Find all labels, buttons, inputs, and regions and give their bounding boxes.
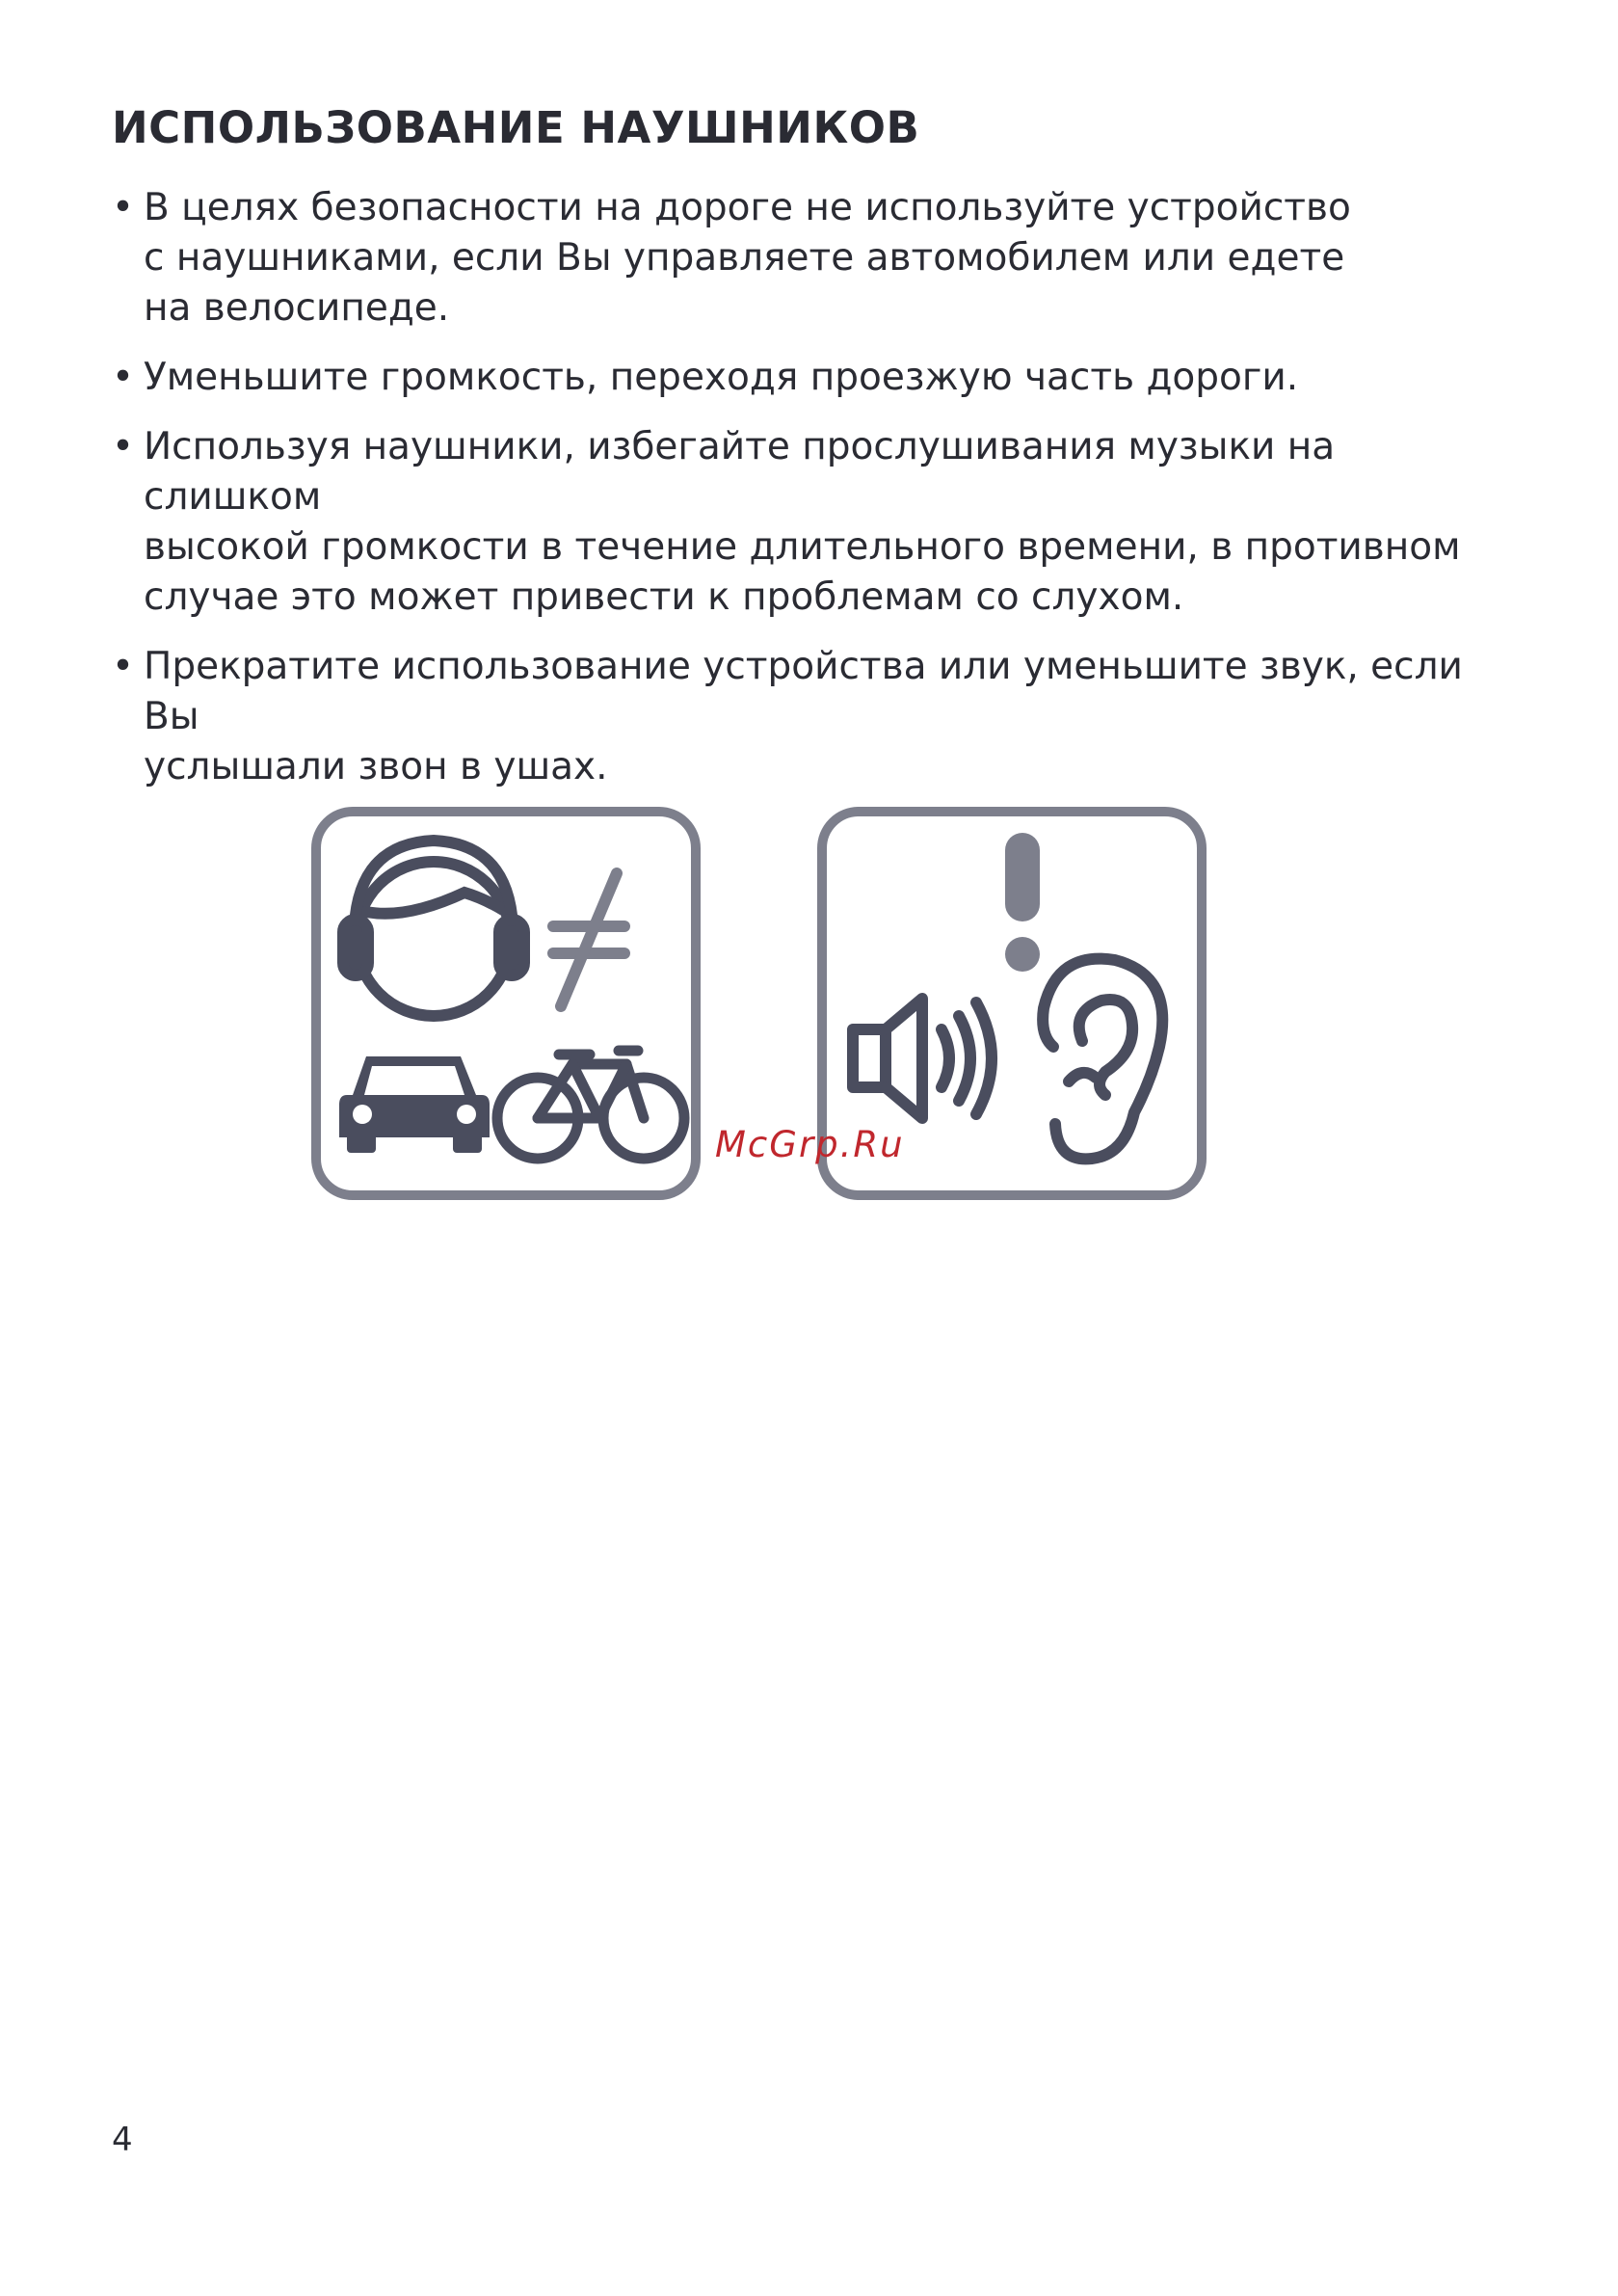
bullet-item xyxy=(112,353,1499,403)
speaker-loud-icon xyxy=(853,999,992,1118)
bicycle-icon xyxy=(497,1051,684,1159)
bullet-line: • Прекратите использование устройства или уменьшите звук, если Вы xyxy=(144,645,1463,738)
bullet-line: высокой громкости в течение длительного времени, в противном xyxy=(144,525,1461,569)
watermark-text: McGrp.Ru xyxy=(715,1124,905,1165)
bullet-line: на велосипеде. xyxy=(144,286,450,330)
bullet-item xyxy=(112,183,1499,334)
page-title: ИСПОЛЬЗОВАНИЕ НАУШНИКОВ xyxy=(112,102,920,153)
bullet-item xyxy=(112,422,1499,623)
bullet-line: с наушниками, если Вы управляете автомобилем или едете xyxy=(144,236,1345,280)
bullet-line: • Уменьшите громкость, переходя проезжую часть дороги. xyxy=(144,356,1299,399)
bullet-line: • В целях безопасности на дороге не используйте устройство xyxy=(144,186,1351,229)
safety-bullet-list xyxy=(112,183,1499,812)
car-icon xyxy=(339,1056,490,1153)
page-number: 4 xyxy=(112,2121,133,2159)
bullet-line: случае это может привести к проблемам со слухом. xyxy=(144,575,1184,619)
not-equal-icon xyxy=(553,873,624,1006)
exclamation-icon xyxy=(1005,833,1040,972)
headphones-person-icon xyxy=(343,841,524,1016)
bullet-item xyxy=(112,642,1499,792)
ear-icon xyxy=(1043,959,1162,1160)
bullet-line: • Используя наушники, избегайте прослушивания музыки на слишком xyxy=(144,425,1336,519)
no-headphones-while-driving-pictogram xyxy=(310,806,702,1201)
bullet-line: услышали звон в ушах. xyxy=(144,745,608,788)
